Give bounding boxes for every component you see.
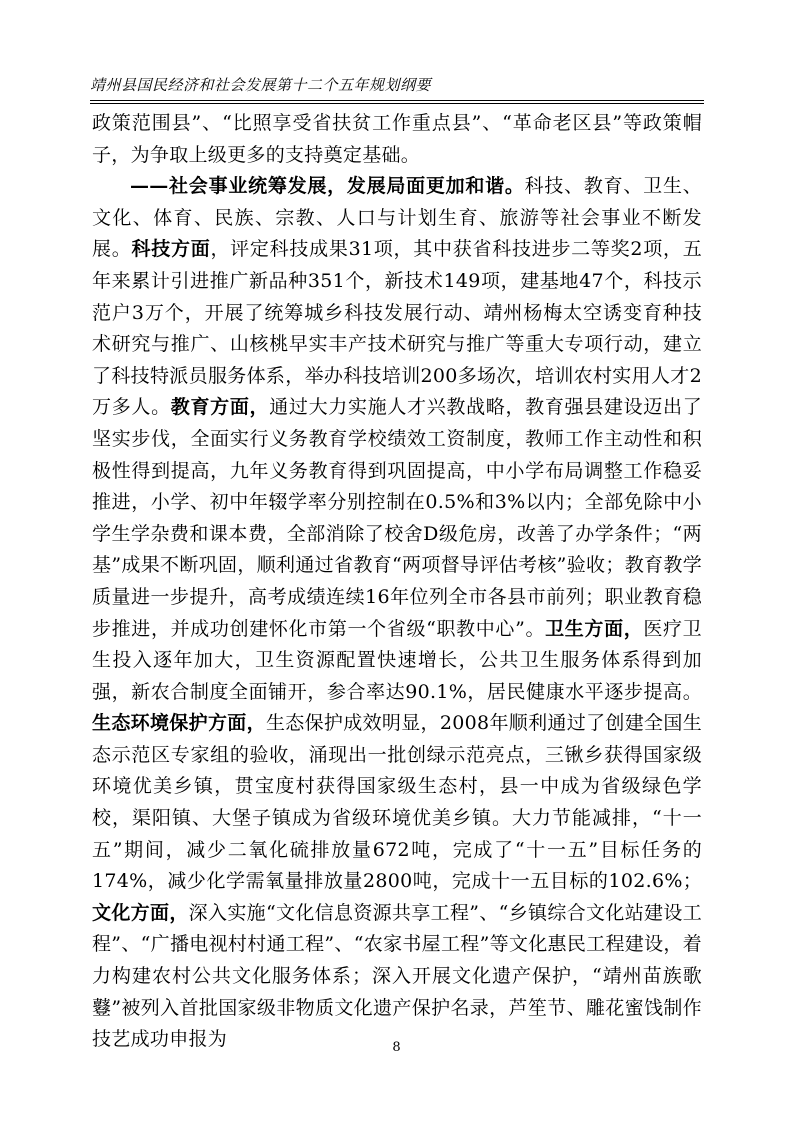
section-heading: ——社会事业统筹发展，发展局面更加和谐。 [130,175,525,198]
topic-heading-ecology: 生态环境保护方面， [92,712,266,735]
page-number: 8 [392,1040,401,1055]
running-header: 靖州县国民经济和社会发展第十二个五年规划纲要 [90,76,432,94]
topic-heading-education: 教育方面， [170,396,270,419]
text-segment: 医疗卫生投入逐年加大，卫生资源配置快速增长，公共卫生服务体系得到加强，新农合制度全面铺开，参合率达90.1%，居民健康水平逐步提高。 [92,617,702,703]
header-rule-top [90,100,704,101]
text-segment: 科技、教育、卫生、文化、体育、民族、宗教、人口与计划生育、旅游等社会事业不断发展。 [92,175,702,261]
topic-heading-culture: 文化方面， [92,901,189,924]
topic-heading-science: 科技方面 [131,238,211,261]
text-segment: 政策范围县”、“比照享受省扶贫工作重点县”、“革命老区县”等政策帽子，为争取上级更多的支持奠定基础。 [92,112,702,166]
document-body [92,108,702,1056]
topic-heading-health: 卫生方面， [545,617,644,640]
paragraph-social-development [92,171,702,1056]
header-rule-bottom [90,103,704,104]
text-segment: 深入实施“文化信息资源共享工程”、“乡镇综合文化站建设工程”、“广播电视村村通工程”、“农家书屋工程”等文化惠民工程建设，着力构建农村公共文化服务体系；深入开展文化遗产保护，“靖州苗族歌鼟”被列入首批国家级非物质文化遗产保护名录，芦笙节、雕花蜜饯制作技艺成功申报为 [92,901,702,1051]
paragraph-continuation [92,108,702,171]
text-segment: 生态保护成效明显，2008年顺利通过了创建全国生态示范区专家组的验收，涌现出一批创绿示范亮点，三锹乡获得国家级环境优美乡镇，贯宝度村获得国家级生态村，县一中成为省级绿色学校，渠阳镇、大堡子镇成为省级环境优美乡镇。大力节能减排，“十一五”期间，减少二氧化硫排放量672吨，完成了“十一五”目标任务的174%，减少化学需氧量排放量2800吨，完成十一五目标的102.6%； [92,712,702,893]
text-segment: ，评定科技成果31项，其中获省科技进步二等奖2项，五年来累计引进推广新品种351个，新技术149项，建基地47个，科技示范户3万个，开展了统筹城乡科技发展行动、靖州杨梅太空诱变育种技术研究与推广、山核桃早实丰产技术研究与推广等重大专项行动，建立了科技特派员服务体系，举办科技培训200多场次，培训农村实用人才2万多人。 [92,238,702,419]
text-segment: 通过大力实施人才兴教战略，教育强县建设迈出了坚实步伐，全面实行义务教育学校绩效工资制度，教师工作主动性和积极性得到提高，九年义务教育得到巩固提高，中小学布局调整工作稳妥推进，小学、初中年辍学率分别控制在0.5%和3%以内；全部免除中小学生学杂费和课本费，全部消除了校舍D级危房，改善了办学条件；“两基”成果不断巩固，顺利通过省教育“两项督导评估考核”验收；教育教学质量进一步提升，高考成绩连续16年位列全市各县市前列；职业教育稳步推进，并成功创建怀化市第一个省级“职教中心”。 [92,396,702,640]
